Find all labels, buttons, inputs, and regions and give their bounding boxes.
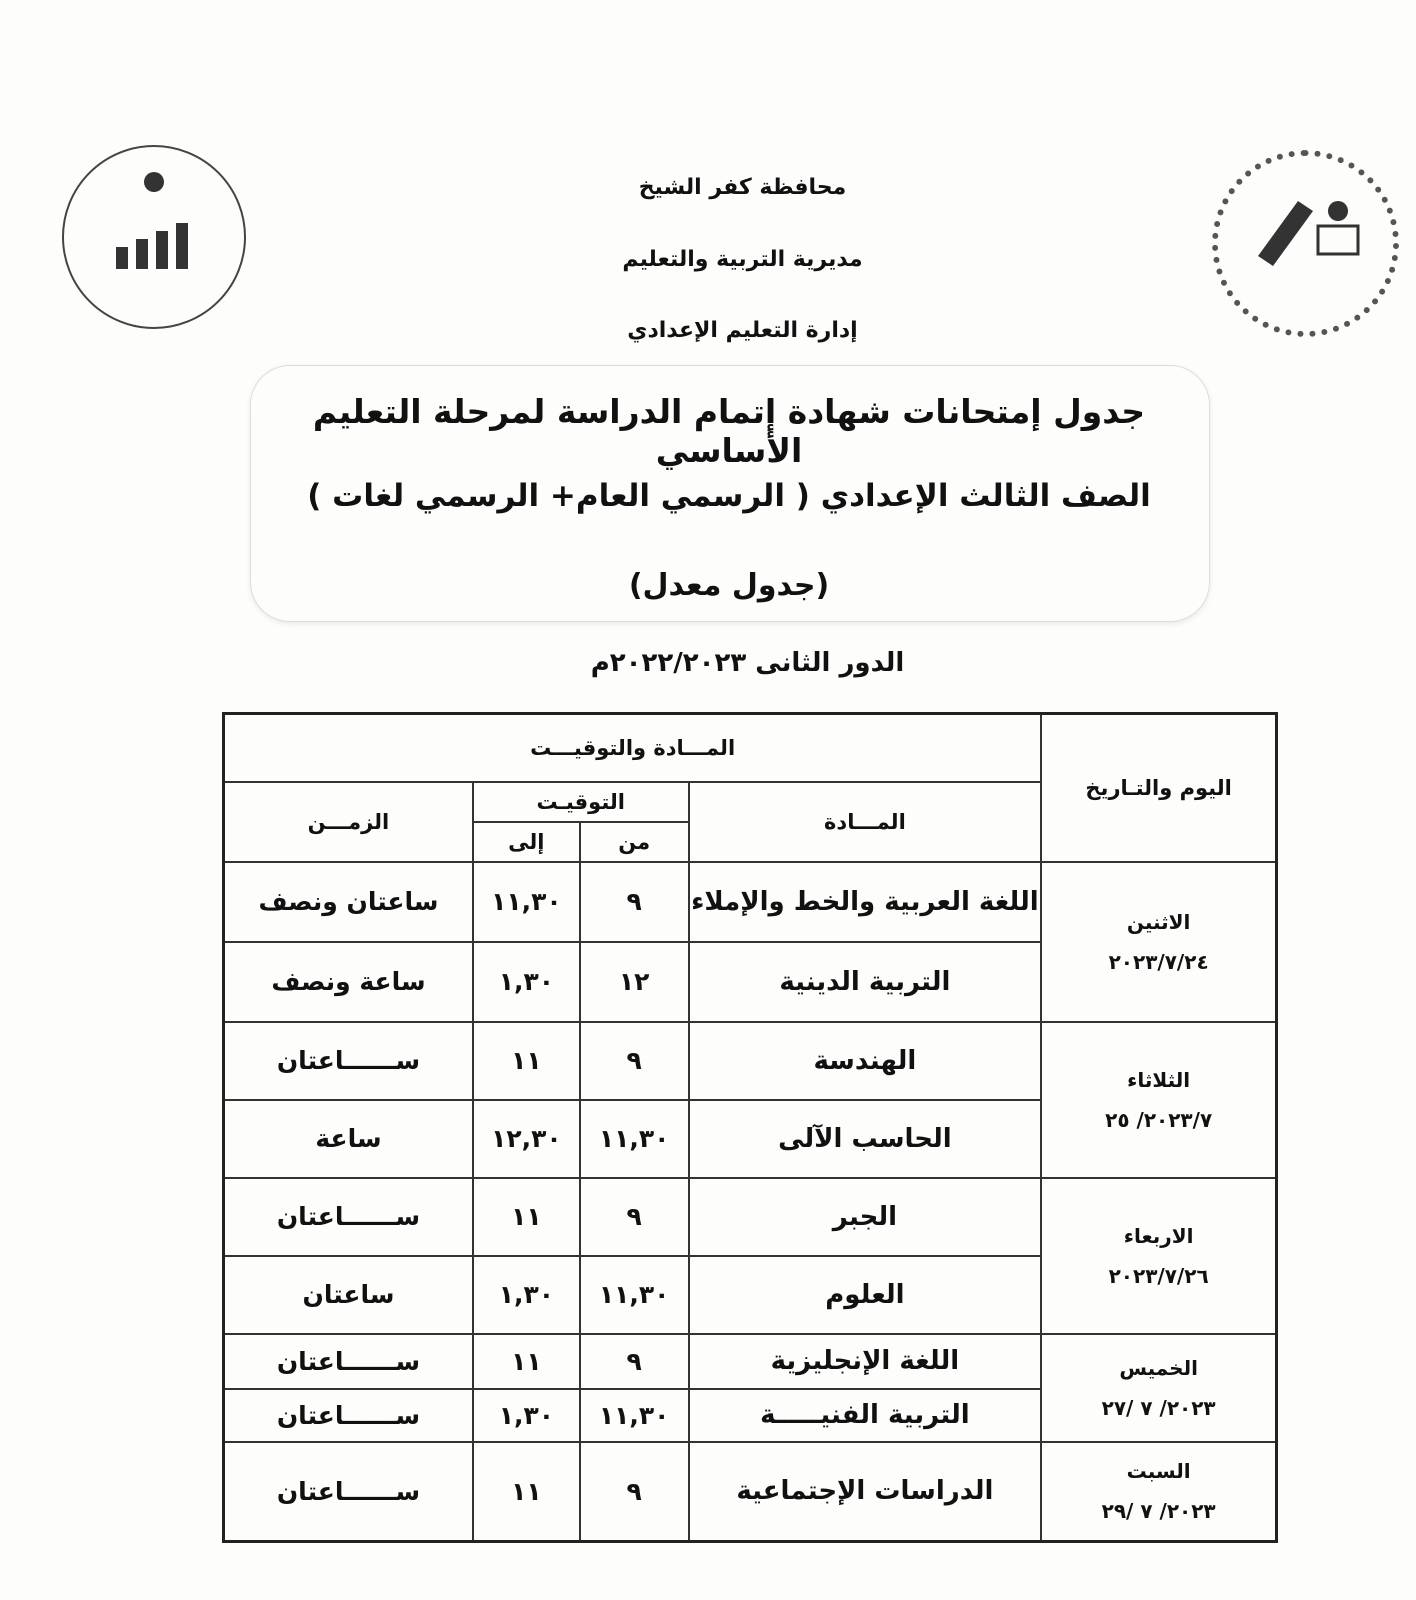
- to-cell: ١,٣٠: [473, 1256, 580, 1334]
- title-line-1: جدول إمتحانات شهادة إتمام الدراسة لمرحلة التعليم الأساسي: [312, 392, 1146, 470]
- duration-cell: ساعة ونصف: [224, 942, 473, 1022]
- exam-date: ٢٠٢٣/٧/ ٢٥: [1105, 1107, 1213, 1132]
- exam-date: ٢٠٢٣/ ٧ /٢٧: [1101, 1395, 1216, 1420]
- from-cell: ١١,٣٠: [580, 1256, 689, 1334]
- header-to: إلى: [473, 822, 580, 862]
- header-duration: الزمـــن: [224, 782, 473, 862]
- header-subject: المـــادة: [689, 782, 1042, 862]
- table-row: [224, 1334, 1277, 1389]
- day-name: السبت: [1126, 1459, 1191, 1484]
- duration-cell: ســــــاعتان: [224, 1178, 473, 1256]
- from-cell: ٩: [580, 1178, 689, 1256]
- to-cell: ١١: [473, 1334, 580, 1389]
- to-cell: ١١: [473, 1442, 580, 1542]
- duration-cell: ســــــاعتان: [224, 1022, 473, 1100]
- from-cell: ١١,٣٠: [580, 1389, 689, 1442]
- day-date-cell: [1041, 1442, 1276, 1542]
- table-row: [224, 1022, 1277, 1100]
- duration-cell: ساعة: [224, 1100, 473, 1178]
- subject-cell: العلوم: [689, 1256, 1042, 1334]
- subject-cell: الحاسب الآلى: [689, 1100, 1042, 1178]
- to-cell: ١١: [473, 1022, 580, 1100]
- subject-cell: الهندسة: [689, 1022, 1042, 1100]
- bar-chart-icon: [64, 147, 244, 327]
- student-affairs-logo: [62, 145, 246, 329]
- title-line-2: الصف الثالث الإعدادي ( الرسمي العام+ الرسمي لغات ): [307, 478, 1151, 514]
- session-heading: الدور الثانى ٢٠٢٢/٢٠٢٣م: [590, 648, 905, 678]
- subject-cell: التربية الدينية: [689, 942, 1042, 1022]
- from-cell: ٩: [580, 862, 689, 942]
- table-row: [224, 862, 1277, 942]
- day-date-cell: [1041, 1334, 1276, 1442]
- to-cell: ١٢,٣٠: [473, 1100, 580, 1178]
- subject-cell: الجبر: [689, 1178, 1042, 1256]
- duration-cell: ســــــاعتان: [224, 1334, 473, 1389]
- governorate-heading: محافظة كفر الشيخ: [638, 175, 847, 200]
- to-cell: ١,٣٠: [473, 942, 580, 1022]
- from-cell: ٩: [580, 1442, 689, 1542]
- duration-cell: ســــــاعتان: [224, 1389, 473, 1442]
- header-timing: التوقيـت: [473, 782, 689, 822]
- subject-cell: التربية الفنيـــــة: [689, 1389, 1042, 1442]
- duration-cell: ساعتان: [224, 1256, 473, 1334]
- to-cell: ١,٣٠: [473, 1389, 580, 1442]
- subject-cell: اللغة العربية والخط والإملاء: [689, 862, 1042, 942]
- exam-date: ٢٠٢٣/ ٧ /٢٩: [1101, 1499, 1216, 1524]
- day-date-cell: [1041, 862, 1276, 1022]
- directorate-heading: مديرية التربية والتعليم: [622, 247, 863, 272]
- from-cell: ٩: [580, 1334, 689, 1389]
- header-from: من: [580, 822, 689, 862]
- title-line-3: (جدول معدل): [628, 568, 830, 603]
- from-cell: ٩: [580, 1022, 689, 1100]
- duration-cell: ســــــاعتان: [224, 1442, 473, 1542]
- day-name: الثلاثاء: [1127, 1067, 1191, 1092]
- header-subject-timing: المـــادة والتوقيـــت: [224, 714, 1042, 782]
- table-row: [224, 1442, 1277, 1542]
- duration-cell: ساعتان ونصف: [224, 862, 473, 942]
- day-name: الخميس: [1119, 1355, 1198, 1380]
- day-name: الاربعاء: [1123, 1223, 1194, 1248]
- subject-cell: الدراسات الإجتماعية: [689, 1442, 1042, 1542]
- header-day-date: اليوم والتـاريخ: [1041, 714, 1276, 862]
- from-cell: ١٢: [580, 942, 689, 1022]
- day-name: الاثنين: [1126, 909, 1191, 934]
- day-date-cell: [1041, 1178, 1276, 1334]
- to-cell: ١١: [473, 1178, 580, 1256]
- exam-date: ٢٠٢٣/٧/٢٦: [1108, 1263, 1209, 1288]
- subject-cell: اللغة الإنجليزية: [689, 1334, 1042, 1389]
- administration-heading: إدارة التعليم الإعدادي: [627, 318, 858, 343]
- to-cell: ١١,٣٠: [473, 862, 580, 942]
- from-cell: ١١,٣٠: [580, 1100, 689, 1178]
- day-date-cell: [1041, 1022, 1276, 1178]
- exam-date: ٢٠٢٣/٧/٢٤: [1108, 949, 1209, 974]
- exam-schedule-table: [222, 712, 1278, 1543]
- table-row: [224, 1178, 1277, 1256]
